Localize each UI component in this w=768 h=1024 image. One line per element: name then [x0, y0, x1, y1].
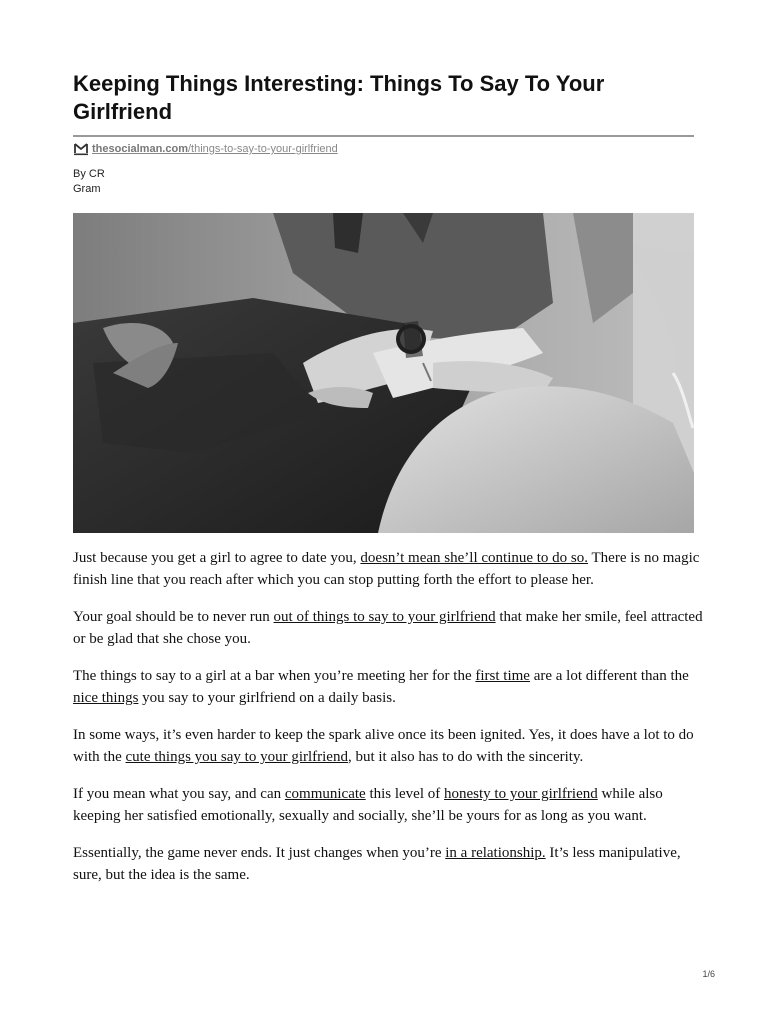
paragraph — [73, 724, 703, 768]
inline-link[interactable]: honesty to your girlfriend — [444, 786, 598, 802]
paragraph — [73, 842, 703, 886]
inline-link[interactable]: communicate — [284, 786, 366, 802]
article-title: Keeping Things Interesting: Things To Say To Your Girlfriend — [73, 71, 605, 124]
source-url-link[interactable] — [92, 143, 338, 155]
paragraph-text: , but it also has to do with the sincerity. — [347, 749, 584, 765]
inline-link[interactable]: in a relationship. — [445, 845, 546, 861]
inline-link[interactable]: first time — [475, 668, 530, 684]
paragraph-text: It’s less manipulative, sure, but the idea is the same. — [73, 845, 681, 883]
paragraph-text: are a lot different than the — [529, 668, 689, 684]
inline-link[interactable]: cute things you say to your girlfriend — [125, 749, 348, 765]
byline-line-1: By CR — [73, 168, 105, 180]
byline-line-2: Gram — [73, 183, 101, 195]
article-body — [73, 547, 703, 901]
paragraph-text: If you mean what you say, and can — [73, 786, 285, 802]
source-link-row — [73, 142, 338, 156]
inline-link[interactable]: doesn’t mean she’ll continue to do so. — [360, 550, 589, 566]
paragraph — [73, 665, 703, 709]
paragraph-text: Your goal should be to never run — [73, 609, 274, 625]
page-number: 1/6 — [702, 969, 715, 979]
paragraph-text: Just because you get a girl to agree to date you, — [73, 550, 361, 566]
paragraph — [73, 547, 703, 591]
paragraph-text: while also keeping her satisfied emotionally, sexually and socially, she’ll be yours for as long as you want. — [73, 786, 663, 824]
paragraph — [73, 606, 703, 650]
paragraph-text: this level of — [365, 786, 445, 802]
byline — [73, 167, 105, 197]
couple-holding-hands-image — [73, 213, 694, 533]
paragraph-text: Essentially, the game never ends. It just changes when you’re — [73, 845, 446, 861]
paragraph-text: In some ways, it’s even harder to keep the spark alive once its been ignited. Yes, it does have a lot to do with the — [73, 727, 694, 765]
paragraph-text: that make her smile, feel attracted or be glad that she chose you. — [73, 609, 703, 647]
inline-link[interactable]: nice things — [73, 690, 139, 706]
site-logo-icon — [73, 142, 89, 156]
title-divider — [73, 135, 694, 137]
paragraph — [73, 783, 703, 827]
source-path: /things-to-say-to-your-girlfriend — [187, 143, 338, 155]
paragraph-text: you say to your girlfriend on a daily basis. — [138, 690, 396, 706]
source-domain: thesocialman.com — [92, 143, 188, 155]
paragraph-text: The things to say to a girl at a bar when you’re meeting her for the — [73, 668, 476, 684]
article-photo — [73, 213, 694, 533]
inline-link[interactable]: out of things to say to your girlfriend — [273, 609, 496, 625]
paragraph-text: There is no magic finish line that you reach after which you can stop putting forth the effort to please her. — [73, 550, 700, 588]
